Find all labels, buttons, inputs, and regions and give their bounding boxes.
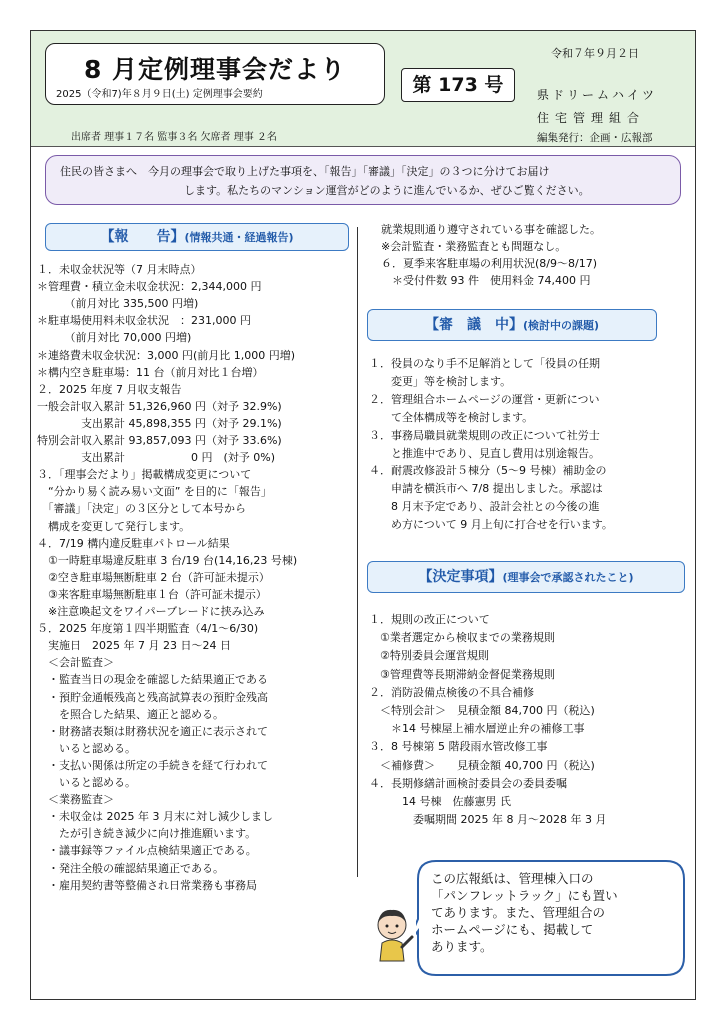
report-line: （前月対比 70,000 円増) <box>37 331 192 345</box>
decision-line: 14 号棟 佐藤憲男 氏 <box>369 795 511 808</box>
decision-section-header <box>367 561 685 593</box>
report-line: ３．「理事会だより」掲載構成変更について <box>37 468 252 482</box>
deliberation-line: ４．耐震改修設計５棟分（5～9 号棟）補助金の <box>369 464 607 478</box>
deliberation-line: １．役員のなり手不足解消として「役員の任期 <box>369 357 600 370</box>
decision-line: 委嘱期間 2025 年 8 月～2028 年 3 月 <box>369 813 607 827</box>
report-title: 【報 告】 <box>100 229 185 245</box>
report-line: ＊受付件数 93 件 使用料金 74,400 円 <box>381 274 591 287</box>
report-line: ５．2025 年度第１四半期監査（4/1～6/30) <box>37 622 259 636</box>
report-line: ＜業務監査＞ <box>37 793 114 807</box>
notice-text <box>431 870 671 955</box>
notice-line: ホームページにも、掲載して <box>431 922 594 937</box>
notice-line: 「パンフレットラック」にも置い <box>431 888 618 903</box>
report-line: を照合した結果、適正と認める。 <box>37 707 224 721</box>
intro-box <box>45 155 681 205</box>
deliberation-line: ２．管理組合ホームページの運営・更新につい <box>369 392 600 406</box>
report-line: ・財務諸表類は財務状況を適正に表示されて <box>37 724 268 738</box>
deliberation-subtitle: (検討中の課題) <box>522 319 600 332</box>
notice-line: この広報紙は、管理棟入口の <box>431 871 594 886</box>
report-line: 支出累計 0 円 (対予 0%) <box>37 451 276 465</box>
report-line: ※注意喚起文をワイパーブレードに挟み込み <box>37 605 265 618</box>
report-line: ・発注全般の確認結果適正である。 <box>37 861 224 875</box>
deliberation-line: て全体構成等を検討します。 <box>369 410 534 424</box>
report-line: ４．7/19 構内違反駐車パトロール結果 <box>37 536 230 550</box>
title-box <box>45 43 385 105</box>
report-line: （前月対比 335,500 円増) <box>37 297 199 311</box>
report-line: ・雇用契約書等整備され日常業務も事務局 <box>37 878 257 892</box>
intro-line: します。私たちのマンション運営がどのように進んでいるか、ぜひご覧ください。 <box>184 184 590 197</box>
report-line: 構成を変更して発行します。 <box>37 519 191 533</box>
deliberation-line: 8 月末予定であり、設計会社との今後の進 <box>369 500 600 514</box>
decision-line: ①業者選定から検収までの業務規則 <box>369 631 555 645</box>
report-line: ＊連絡費未収金状況：3,000 円(前月比 1,000 円増) <box>37 348 296 362</box>
report-line: ・支払い関係は所定の手続きを経て行われて <box>37 758 268 772</box>
decision-line: ＜特別会計＞ 見積金額 84,700 円（税込) <box>369 704 595 717</box>
decision-line: １．規則の改正について <box>369 613 490 626</box>
deliberation-line: め方について 9 月上旬に打合せを行います。 <box>369 518 613 532</box>
intro-line: 住民の皆さまへ 今月の理事会で取り上げた事項を、「報告」「審議」「決定」の３つに分けてお届け <box>60 165 550 178</box>
editor-info: 編集発行：企画・広報部 <box>537 132 653 144</box>
report-line: ２．2025 年度 7 月収支報告 <box>37 382 182 396</box>
report-line: ＊管理費・積立金未収金状況：2,344,000 円 <box>37 280 262 294</box>
deliberation-line: 申請を横浜市へ 7/8 提出しました。承認は <box>369 482 603 496</box>
decision-line: ＊14 号棟屋上補水層逆止弁の補修工事 <box>369 722 585 736</box>
report-line: ６．夏季来客駐車場の利用状況(8/9～8/17) <box>381 257 597 270</box>
org-name-line1: 県ドリームハイツ <box>537 88 658 102</box>
column-divider <box>357 227 358 877</box>
issue-number: 第 173 号 <box>401 68 515 102</box>
decision-line: ③管理費等長期滞納金督促業務規則 <box>369 667 555 681</box>
deliberation-line: 変更」等を検討します。 <box>369 374 512 388</box>
report-section-header <box>45 223 349 251</box>
report-line: ・監査当日の現金を確認した結果適正である <box>37 673 268 687</box>
report-line: １．未収金状況等（7 月末時点） <box>37 263 202 276</box>
newsletter-title: 8 月定例理事会だより <box>83 55 347 84</box>
deliberation-line: ３．事務局職員就業規則の改正について社労士 <box>369 428 600 442</box>
report-line: 就業規則通り遵守されている事を確認した。 <box>381 223 601 236</box>
report-line: ・預貯金通帳残高と残高試算表の預貯金残高 <box>37 690 268 704</box>
report-line: ③来客駐車場無断駐車１台（許可証未提示） <box>37 587 267 601</box>
newsletter-page <box>30 30 696 1000</box>
decision-title: 【決定事項】 <box>418 569 503 585</box>
report-line: 一般会計収入累計 51,326,960 円（対予 32.9%) <box>37 399 282 413</box>
report-line: “分かり易く読み易い文面” を目的に「報告」 <box>37 485 272 499</box>
deliberation-title: 【審 議 中】 <box>424 317 523 333</box>
report-line: いると認める。 <box>37 776 136 789</box>
character-illustration <box>368 907 416 963</box>
report-line: ＜会計監査＞ <box>37 656 114 670</box>
decision-line: ２．消防設備点検後の不具合補修 <box>369 685 534 699</box>
decision-line: ４．長期修繕計画検討委員会の委員委嘱 <box>369 776 567 790</box>
report-line: 特別会計収入累計 93,857,093 円（対予 33.6%) <box>37 434 282 447</box>
report-line: ①一時駐車場違反駐車 3 台/19 台(14,16,23 号棟) <box>37 553 298 567</box>
org-name-line2: 住宅管理組合 <box>537 111 646 125</box>
report-line: 実施日 2025 年 7 月 23 日～24 日 <box>37 639 231 653</box>
report-line: ②空き駐車場無断駐車 2 台（許可証未提示） <box>37 570 270 584</box>
report-line: たが引き続き減少に向け推進願います。 <box>37 827 257 841</box>
report-line: ＊構内空き駐車場：11 台（前月対比１台増） <box>37 365 264 379</box>
report-line: ・議事録等ファイル点検結果適正である。 <box>37 844 257 858</box>
newsletter-header <box>31 31 695 147</box>
deliberation-line: と推進中であり、見直し費用は別途報告。 <box>369 446 600 460</box>
report-line: ＊駐車場使用料未収金状況 ：231,000 円 <box>37 314 251 328</box>
decision-line: ３．8 号棟第 5 階段雨水管改修工事 <box>369 740 548 754</box>
report-line: 支出累計 45,898,355 円（対予 29.1%) <box>37 416 282 430</box>
report-line: 「審議」「決定」の３区分として本号から <box>37 502 246 516</box>
decision-subtitle: (理事会で承認されたこと) <box>502 571 634 584</box>
attendance-info: 出席者 理事１７名 監事３名 欠席者 理事 ２名 <box>71 132 277 143</box>
deliberation-section-header <box>367 309 657 341</box>
decision-line: ＜補修費＞ 見積金額 40,700 円（税込) <box>369 758 595 772</box>
report-line: いると認める。 <box>37 741 136 755</box>
publish-date: 令和７年９月２日 <box>551 47 639 60</box>
notice-line: てあります。また、管理組合の <box>431 905 606 920</box>
report-line: ※会計監査・業務監査とも問題なし。 <box>381 240 567 253</box>
notice-line: あります。 <box>431 939 493 954</box>
report-subtitle: (情報共通・経過報告) <box>184 231 294 244</box>
report-line: ・未収金は 2025 年 3 月末に対し減少しまし <box>37 810 273 824</box>
decision-line: ②特別委員会運営規則 <box>369 649 489 663</box>
meeting-info: 2025（令和7)年８月９日(土) 定例理事会要約 <box>56 89 263 100</box>
